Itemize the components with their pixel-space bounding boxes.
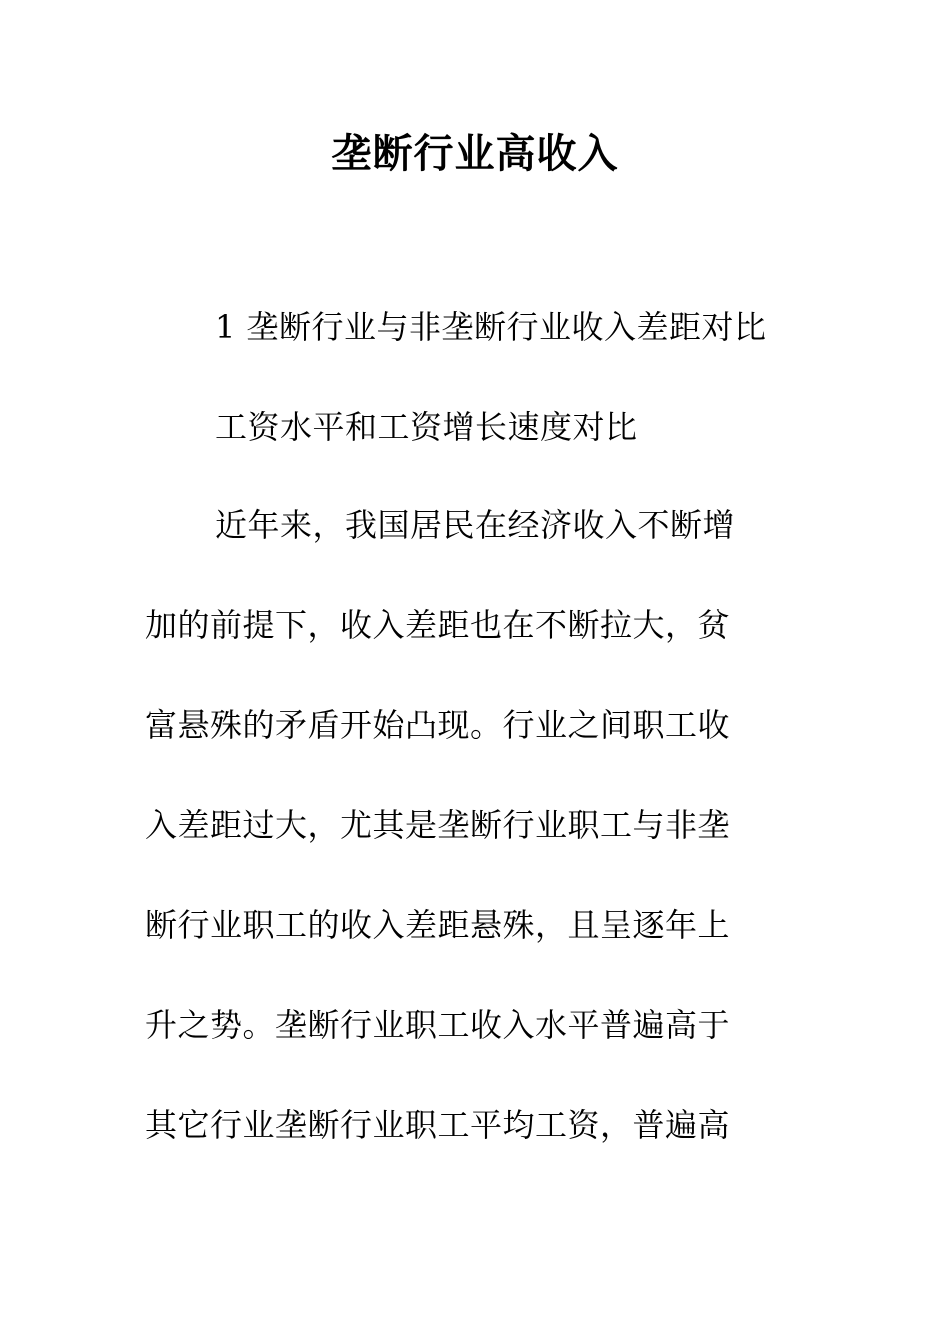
document-title: 垄断行业高收入 (331, 130, 619, 177)
paragraph-line: 近年来，我国居民在经济收入不断增 (215, 506, 736, 544)
paragraph-line: 升之势。垄断行业职工收入水平普遍高于 (145, 1006, 731, 1044)
paragraph-line: 其它行业垄断行业职工平均工资，普遍高 (145, 1106, 731, 1144)
subsection-heading: 工资水平和工资增长速度对比 (215, 408, 638, 446)
paragraph-line: 富悬殊的矛盾开始凸现。行业之间职工收 (145, 706, 731, 744)
paragraph-line: 断行业职工的收入差距悬殊，且呈逐年上 (145, 906, 731, 944)
paragraph-line: 加的前提下，收入差距也在不断拉大，贫 (145, 606, 731, 644)
section-heading: 1 垄断行业与非垄断行业收入差距对比 (215, 308, 767, 346)
paragraph-line: 入差距过大，尤其是垄断行业职工与非垄 (145, 806, 731, 844)
